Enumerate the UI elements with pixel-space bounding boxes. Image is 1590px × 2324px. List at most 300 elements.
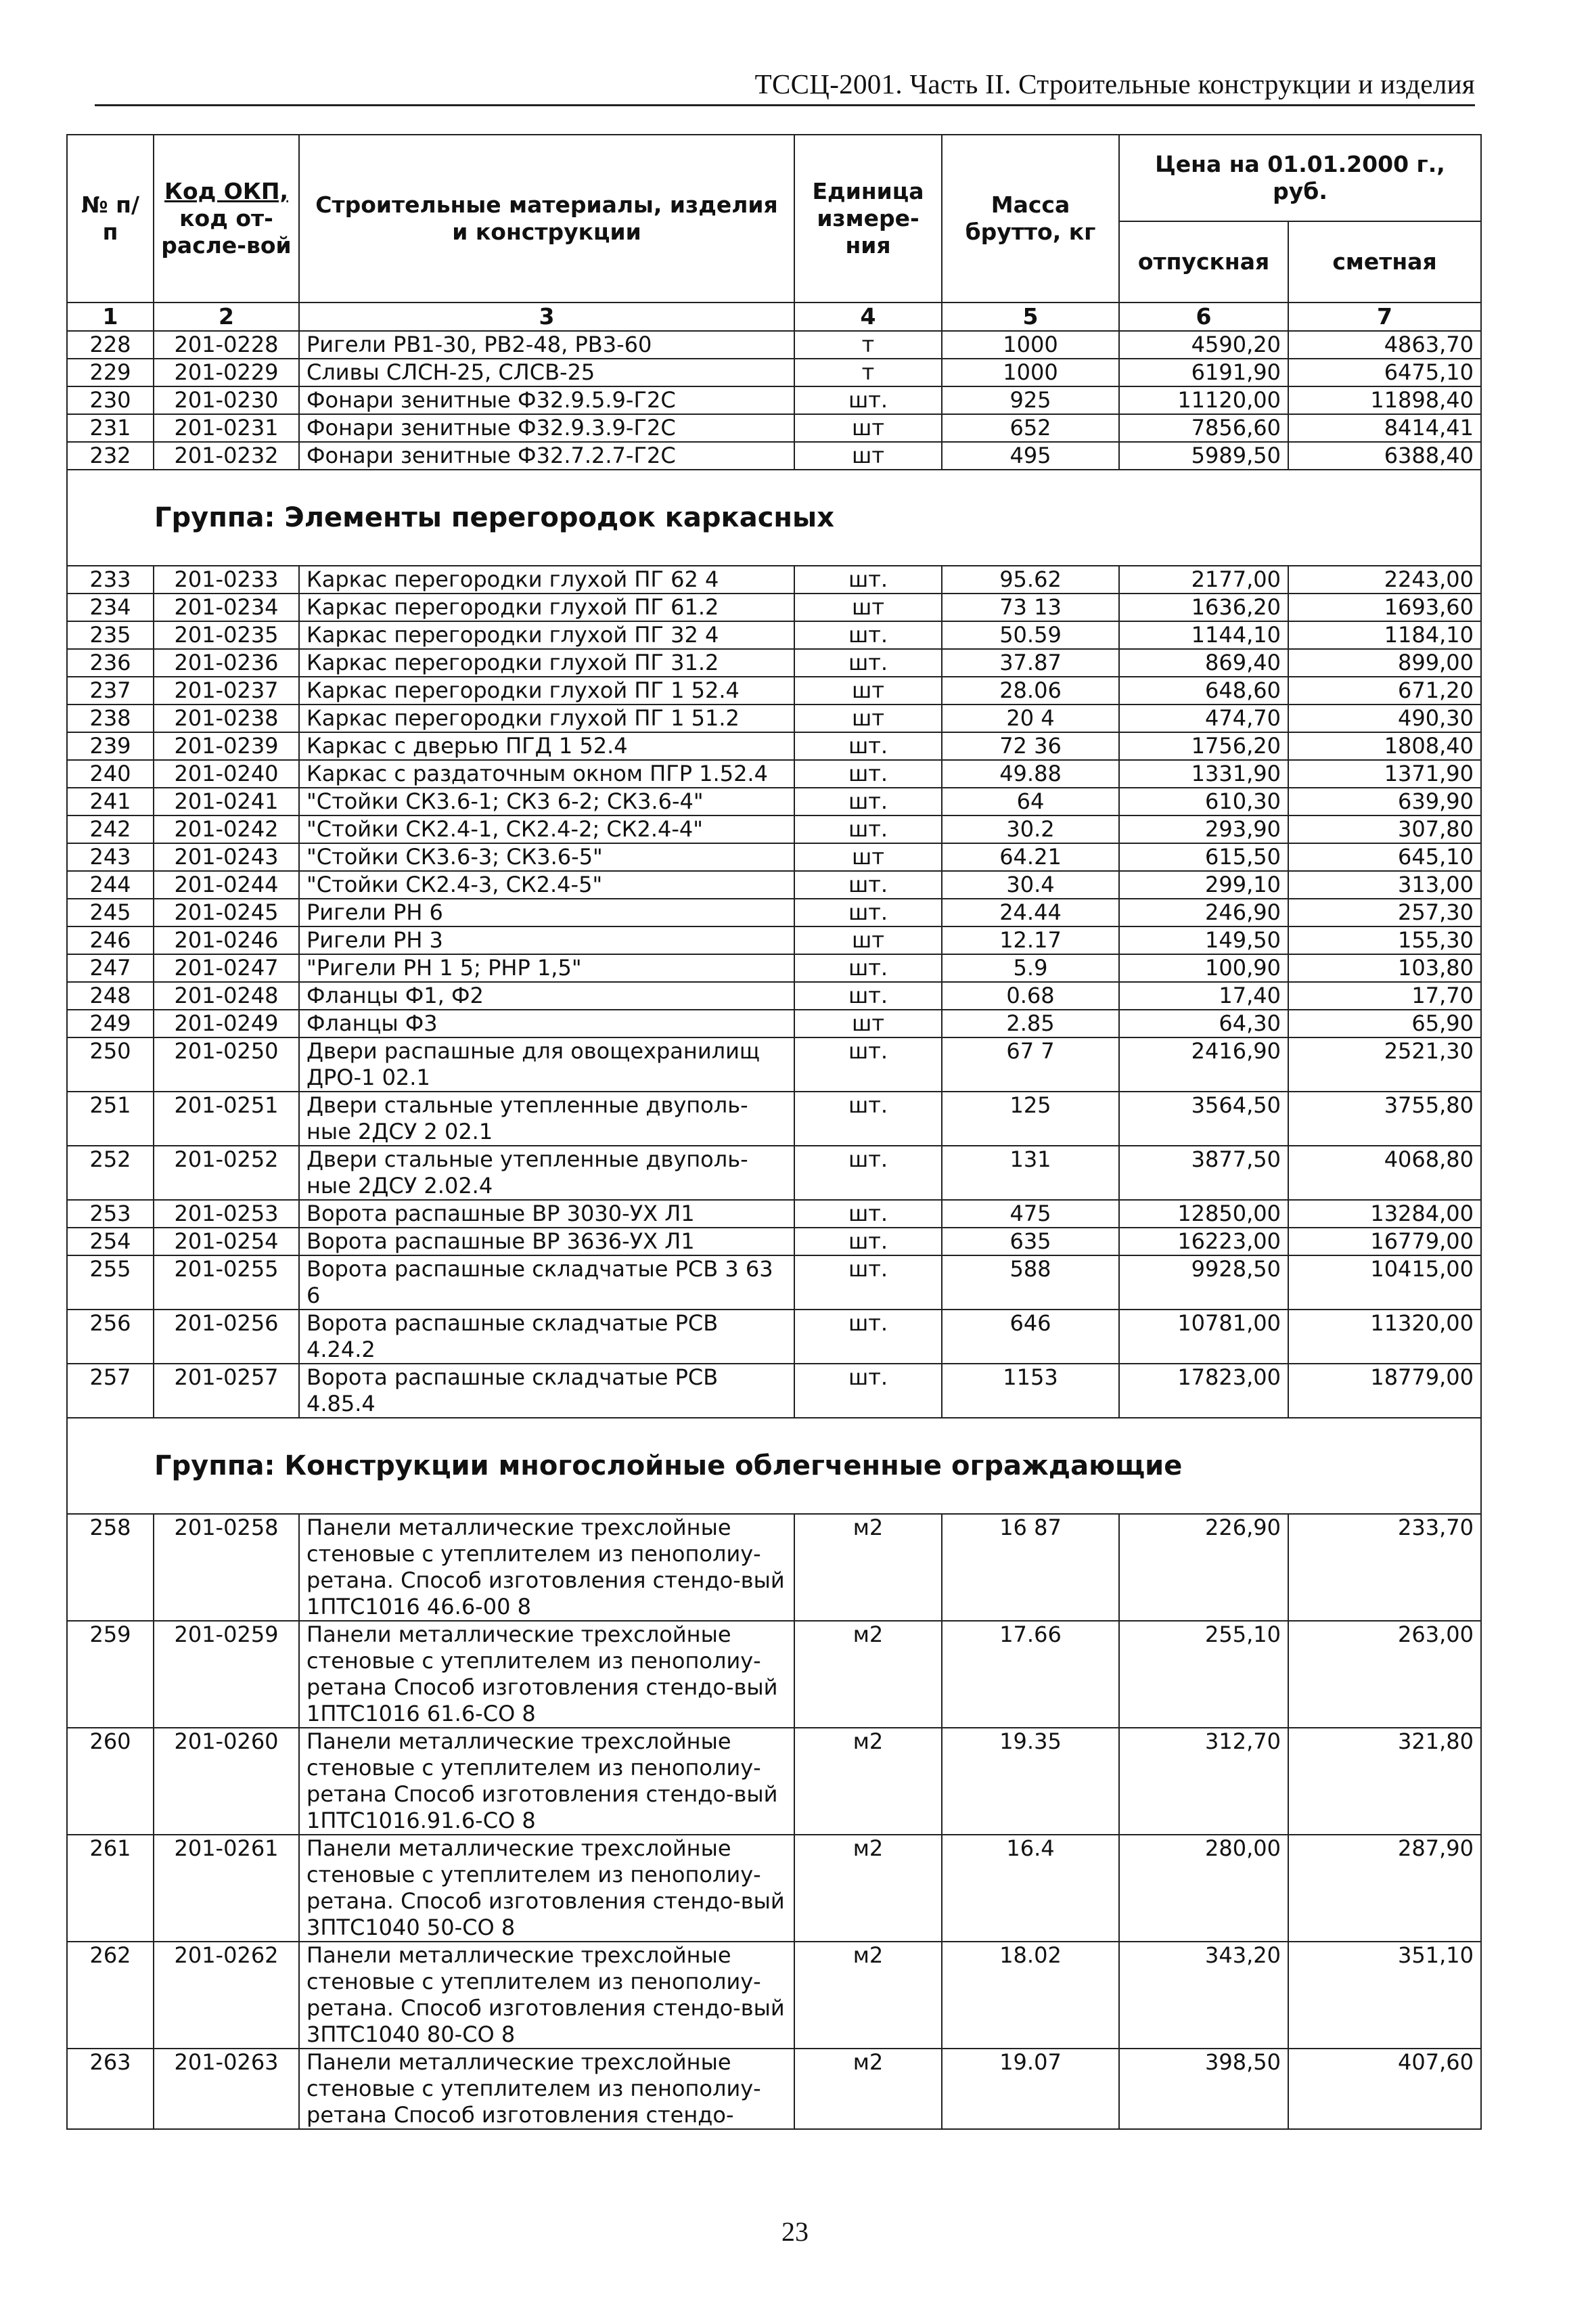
cell-price-release: 226,90 (1119, 1514, 1288, 1621)
cell-name: Панели металлические трехслойные стеновые с утеплителем из пенополиу-ретана Способ изготовления стендо-вый 1ПТС1016 61.6-СО 8 (299, 1621, 794, 1728)
table-row (67, 2049, 1481, 2129)
cell-unit: шт. (794, 621, 942, 649)
cell-mass: 30.2 (942, 815, 1119, 843)
cell-name: Фонари зенитные Ф32.9.3.9-Г2С (299, 414, 794, 442)
cell-price-estimate: 17,70 (1288, 982, 1481, 1010)
cell-price-release: 255,10 (1119, 1621, 1288, 1728)
cell-name: Ригели РН 6 (299, 899, 794, 926)
cell-no: 251 (67, 1092, 154, 1146)
cell-no: 247 (67, 954, 154, 982)
cell-price-release: 1756,20 (1119, 732, 1288, 760)
cell-name: Каркас перегородки глухой ПГ 31.2 (299, 649, 794, 677)
cell-price-estimate: 321,80 (1288, 1728, 1481, 1835)
cell-unit: м2 (794, 1942, 942, 2049)
cell-mass: 17.66 (942, 1621, 1119, 1728)
cell-price-estimate: 899,00 (1288, 649, 1481, 677)
cell-name: Каркас перегородки глухой ПГ 32 4 (299, 621, 794, 649)
cell-code: 201-0250 (154, 1037, 299, 1092)
cell-code: 201-0259 (154, 1621, 299, 1728)
cell-no: 235 (67, 621, 154, 649)
cell-mass: 16 87 (942, 1514, 1119, 1621)
page-number: 23 (781, 2216, 809, 2247)
cell-price-estimate: 287,90 (1288, 1835, 1481, 1942)
cell-no: 242 (67, 815, 154, 843)
table-row (67, 705, 1481, 732)
cell-name: Двери стальные утепленные двуполь-ные 2ДСУ 2.02.4 (299, 1146, 794, 1200)
cell-code: 201-0237 (154, 677, 299, 705)
cell-price-release: 869,40 (1119, 649, 1288, 677)
cell-name: Фланцы Ф3 (299, 1010, 794, 1037)
cell-price-estimate: 4863,70 (1288, 331, 1481, 359)
table-row (67, 1728, 1481, 1835)
cell-no: 230 (67, 386, 154, 414)
cell-code: 201-0249 (154, 1010, 299, 1037)
cell-unit: шт. (794, 1255, 942, 1310)
cell-unit: шт. (794, 760, 942, 788)
cell-unit: т (794, 359, 942, 386)
table-row (67, 566, 1481, 594)
cell-name: "Стойки СК3.6-1; СК3 6-2; СК3.6-4" (299, 788, 794, 815)
cell-name: Ригели РН 3 (299, 926, 794, 954)
header-no: № п/п (67, 135, 154, 303)
cell-code: 201-0244 (154, 871, 299, 899)
cell-price-release: 610,30 (1119, 788, 1288, 815)
cell-unit: шт (794, 414, 942, 442)
cell-mass: 646 (942, 1310, 1119, 1364)
cell-code: 201-0238 (154, 705, 299, 732)
cell-price-estimate: 1184,10 (1288, 621, 1481, 649)
cell-price-release: 2177,00 (1119, 566, 1288, 594)
cell-mass: 67 7 (942, 1037, 1119, 1092)
cell-price-estimate: 639,90 (1288, 788, 1481, 815)
column-number: 1 (67, 303, 154, 331)
table-row (67, 788, 1481, 815)
table-row (67, 442, 1481, 470)
cell-mass: 19.35 (942, 1728, 1119, 1835)
cell-name: Ворота распашные складчатые РСВ 4.85.4 (299, 1364, 794, 1418)
header-code (154, 135, 299, 303)
cell-code: 201-0231 (154, 414, 299, 442)
cell-price-release: 7856,60 (1119, 414, 1288, 442)
table-row (67, 594, 1481, 621)
cell-name: Фланцы Ф1, Ф2 (299, 982, 794, 1010)
cell-no: 238 (67, 705, 154, 732)
table-row (67, 677, 1481, 705)
cell-name: Двери стальные утепленные двуполь-ные 2ДСУ 2 02.1 (299, 1092, 794, 1146)
cell-no: 260 (67, 1728, 154, 1835)
cell-unit: м2 (794, 2049, 942, 2129)
cell-unit: шт (794, 926, 942, 954)
cell-code: 201-0234 (154, 594, 299, 621)
cell-code: 201-0253 (154, 1200, 299, 1228)
cell-price-release: 1636,20 (1119, 594, 1288, 621)
cell-name: Ригели РВ1-30, РВ2-48, РВ3-60 (299, 331, 794, 359)
cell-price-estimate: 3755,80 (1288, 1092, 1481, 1146)
cell-code: 201-0233 (154, 566, 299, 594)
cell-price-estimate: 11898,40 (1288, 386, 1481, 414)
cell-no: 259 (67, 1621, 154, 1728)
cell-mass: 37.87 (942, 649, 1119, 677)
cell-price-estimate: 257,30 (1288, 899, 1481, 926)
cell-unit: м2 (794, 1728, 942, 1835)
cell-unit: шт. (794, 732, 942, 760)
cell-price-estimate: 307,80 (1288, 815, 1481, 843)
cell-unit: шт (794, 594, 942, 621)
table-row (67, 649, 1481, 677)
cell-code: 201-0230 (154, 386, 299, 414)
cell-price-release: 16223,00 (1119, 1228, 1288, 1255)
cell-unit: шт. (794, 566, 942, 594)
table-row (67, 1228, 1481, 1255)
cell-name: Фонари зенитные Ф32.9.5.9-Г2С (299, 386, 794, 414)
cell-price-estimate: 645,10 (1288, 843, 1481, 871)
cell-price-release: 4590,20 (1119, 331, 1288, 359)
cell-no: 243 (67, 843, 154, 871)
cell-price-estimate: 2521,30 (1288, 1037, 1481, 1092)
cell-name: Каркас перегородки глухой ПГ 61.2 (299, 594, 794, 621)
cell-mass: 24.44 (942, 899, 1119, 926)
header-mass: Масса брутто, кг (942, 135, 1119, 303)
cell-mass: 652 (942, 414, 1119, 442)
header-price-estimate: сметная (1288, 221, 1481, 303)
table-row (67, 1835, 1481, 1942)
table-row (67, 1255, 1481, 1310)
cell-price-release: 246,90 (1119, 899, 1288, 926)
cell-name: "Стойки СК2.4-3, СК2.4-5" (299, 871, 794, 899)
cell-name: Ворота распашные складчатые РСВ 3 63 6 (299, 1255, 794, 1310)
price-table (66, 134, 1482, 2130)
cell-unit: шт (794, 1010, 942, 1037)
cell-price-estimate: 6388,40 (1288, 442, 1481, 470)
cell-no: 258 (67, 1514, 154, 1621)
cell-code: 201-0260 (154, 1728, 299, 1835)
cell-name: Каркас перегородки глухой ПГ 1 51.2 (299, 705, 794, 732)
cell-mass: 20 4 (942, 705, 1119, 732)
cell-unit: шт. (794, 1146, 942, 1200)
header-code-branch: код от-расле-вой (161, 205, 292, 259)
cell-no: 228 (67, 331, 154, 359)
cell-no: 229 (67, 359, 154, 386)
cell-name: Каркас с раздаточным окном ПГР 1.52.4 (299, 760, 794, 788)
cell-code: 201-0262 (154, 1942, 299, 2049)
cell-code: 201-0243 (154, 843, 299, 871)
cell-code: 201-0229 (154, 359, 299, 386)
cell-mass: 5.9 (942, 954, 1119, 982)
cell-no: 233 (67, 566, 154, 594)
cell-mass: 495 (942, 442, 1119, 470)
cell-mass: 72 36 (942, 732, 1119, 760)
cell-unit: м2 (794, 1514, 942, 1621)
cell-name: Сливы СЛСН-25, СЛСВ-25 (299, 359, 794, 386)
cell-price-release: 280,00 (1119, 1835, 1288, 1942)
cell-unit: шт. (794, 1200, 942, 1228)
cell-price-estimate: 2243,00 (1288, 566, 1481, 594)
column-number: 5 (942, 303, 1119, 331)
column-number: 7 (1288, 303, 1481, 331)
cell-price-release: 100,90 (1119, 954, 1288, 982)
cell-no: 263 (67, 2049, 154, 2129)
cell-name: Ворота распашные ВР 3636-УХ Л1 (299, 1228, 794, 1255)
cell-name: Фонари зенитные Ф32.7.2.7-Г2С (299, 442, 794, 470)
cell-unit: шт. (794, 815, 942, 843)
cell-no: 246 (67, 926, 154, 954)
cell-mass: 12.17 (942, 926, 1119, 954)
cell-no: 250 (67, 1037, 154, 1092)
cell-price-estimate: 313,00 (1288, 871, 1481, 899)
cell-mass: 73 13 (942, 594, 1119, 621)
table-row (67, 414, 1481, 442)
cell-code: 201-0248 (154, 982, 299, 1010)
header-price-release: отпускная (1119, 221, 1288, 303)
cell-unit: шт (794, 677, 942, 705)
cell-no: 232 (67, 442, 154, 470)
cell-mass: 1000 (942, 331, 1119, 359)
cell-price-estimate: 351,10 (1288, 1942, 1481, 2049)
cell-price-release: 1331,90 (1119, 760, 1288, 788)
cell-name: Панели металлические трехслойные стеновые с утеплителем из пенополиу-ретана. Способ изготовления стендо-вый 3ПТС1040 80-СО 8 (299, 1942, 794, 2049)
cell-no: 237 (67, 677, 154, 705)
cell-name: Двери распашные для овощехранилищ ДРО-1 02.1 (299, 1037, 794, 1092)
cell-no: 244 (67, 871, 154, 899)
table-row (67, 1514, 1481, 1621)
cell-no: 245 (67, 899, 154, 926)
cell-unit: шт. (794, 1092, 942, 1146)
cell-mass: 16.4 (942, 1835, 1119, 1942)
cell-no: 262 (67, 1942, 154, 2049)
cell-no: 249 (67, 1010, 154, 1037)
cell-unit: шт. (794, 1037, 942, 1092)
cell-price-estimate: 4068,80 (1288, 1146, 1481, 1200)
cell-mass: 1153 (942, 1364, 1119, 1418)
cell-code: 201-0254 (154, 1228, 299, 1255)
cell-price-estimate: 8414,41 (1288, 414, 1481, 442)
group-heading: Группа: Элементы перегородок каркасных (67, 470, 1481, 566)
cell-price-estimate: 10415,00 (1288, 1255, 1481, 1310)
table-row (67, 815, 1481, 843)
cell-price-estimate: 671,20 (1288, 677, 1481, 705)
cell-unit: шт. (794, 954, 942, 982)
cell-mass: 18.02 (942, 1942, 1119, 2049)
column-number: 4 (794, 303, 942, 331)
cell-code: 201-0261 (154, 1835, 299, 1942)
table-row (67, 1010, 1481, 1037)
cell-no: 255 (67, 1255, 154, 1310)
cell-mass: 588 (942, 1255, 1119, 1310)
cell-mass: 0.68 (942, 982, 1119, 1010)
cell-mass: 475 (942, 1200, 1119, 1228)
cell-unit: шт (794, 843, 942, 871)
cell-no: 248 (67, 982, 154, 1010)
cell-code: 201-0246 (154, 926, 299, 954)
cell-code: 201-0235 (154, 621, 299, 649)
cell-name: Панели металлические трехслойные стеновые с утеплителем из пенополиу-ретана Способ изготовления стендо- (299, 2049, 794, 2129)
cell-code: 201-0239 (154, 732, 299, 760)
cell-price-estimate: 407,60 (1288, 2049, 1481, 2129)
table-row (67, 954, 1481, 982)
cell-code: 201-0256 (154, 1310, 299, 1364)
table-row (67, 331, 1481, 359)
table-row (67, 760, 1481, 788)
rows-block-a (67, 331, 1481, 470)
table-row (67, 1364, 1481, 1418)
cell-name: Ворота распашные складчатые РСВ 4.24.2 (299, 1310, 794, 1364)
cell-price-release: 12850,00 (1119, 1200, 1288, 1228)
cell-name: Панели металлические трехслойные стеновые с утеплителем из пенополиу-ретана. Способ изготовления стендо-вый 1ПТС1016 46.6-00 8 (299, 1514, 794, 1621)
cell-code: 201-0236 (154, 649, 299, 677)
cell-mass: 925 (942, 386, 1119, 414)
group-block-2 (67, 1418, 1481, 1514)
cell-code: 201-0258 (154, 1514, 299, 1621)
table-row (67, 386, 1481, 414)
cell-mass: 131 (942, 1146, 1119, 1200)
cell-price-estimate: 65,90 (1288, 1010, 1481, 1037)
table-row (67, 1621, 1481, 1728)
cell-no: 254 (67, 1228, 154, 1255)
cell-no: 231 (67, 414, 154, 442)
cell-no: 261 (67, 1835, 154, 1942)
cell-name: Каркас с дверью ПГД 1 52.4 (299, 732, 794, 760)
table-row (67, 982, 1481, 1010)
running-head: ТССЦ-2001. Часть II. Строительные конструкции и изделия (754, 68, 1475, 99)
table-row (67, 1200, 1481, 1228)
table-row (67, 1092, 1481, 1146)
cell-mass: 64.21 (942, 843, 1119, 871)
cell-name: Каркас перегородки глухой ПГ 62 4 (299, 566, 794, 594)
cell-code: 201-0252 (154, 1146, 299, 1200)
cell-no: 256 (67, 1310, 154, 1364)
cell-code: 201-0241 (154, 788, 299, 815)
cell-no: 236 (67, 649, 154, 677)
cell-name: "Ригели РН 1 5; РНР 1,5" (299, 954, 794, 982)
cell-price-release: 615,50 (1119, 843, 1288, 871)
cell-mass: 49.88 (942, 760, 1119, 788)
cell-mass: 95.62 (942, 566, 1119, 594)
cell-unit: м2 (794, 1621, 942, 1728)
cell-price-release: 17823,00 (1119, 1364, 1288, 1418)
cell-price-release: 343,20 (1119, 1942, 1288, 2049)
cell-code: 201-0245 (154, 899, 299, 926)
table-row (67, 621, 1481, 649)
header-price: Цена на 01.01.2000 г., руб. (1119, 135, 1481, 221)
cell-price-estimate: 1371,90 (1288, 760, 1481, 788)
cell-price-estimate: 1693,60 (1288, 594, 1481, 621)
cell-unit: шт. (794, 788, 942, 815)
cell-name: Ворота распашные ВР 3030-УХ Л1 (299, 1200, 794, 1228)
cell-code: 201-0255 (154, 1255, 299, 1310)
cell-unit: шт. (794, 1310, 942, 1364)
table-row (67, 926, 1481, 954)
rows-block-b (67, 566, 1481, 1418)
cell-price-release: 6191,90 (1119, 359, 1288, 386)
cell-mass: 28.06 (942, 677, 1119, 705)
cell-price-release: 149,50 (1119, 926, 1288, 954)
cell-mass: 64 (942, 788, 1119, 815)
cell-price-release: 17,40 (1119, 982, 1288, 1010)
column-number: 6 (1119, 303, 1288, 331)
cell-price-estimate: 16779,00 (1288, 1228, 1481, 1255)
cell-unit: т (794, 331, 942, 359)
cell-code: 201-0257 (154, 1364, 299, 1418)
cell-code: 201-0242 (154, 815, 299, 843)
cell-price-release: 474,70 (1119, 705, 1288, 732)
cell-name: Панели металлические трехслойные стеновые с утеплителем из пенополиу-ретана Способ изготовления стендо-вый 1ПТС1016.91.6-СО 8 (299, 1728, 794, 1835)
cell-unit: шт. (794, 1228, 942, 1255)
cell-price-estimate: 11320,00 (1288, 1310, 1481, 1364)
cell-price-estimate: 155,30 (1288, 926, 1481, 954)
table-row (67, 1942, 1481, 2049)
table-row (67, 1037, 1481, 1092)
table-row (67, 843, 1481, 871)
cell-name: "Стойки СК2.4-1, СК2.4-2; СК2.4-4" (299, 815, 794, 843)
cell-price-estimate: 490,30 (1288, 705, 1481, 732)
cell-unit: шт. (794, 386, 942, 414)
cell-price-release: 3564,50 (1119, 1092, 1288, 1146)
cell-code: 201-0251 (154, 1092, 299, 1146)
table-row (67, 871, 1481, 899)
cell-price-estimate: 18779,00 (1288, 1364, 1481, 1418)
cell-unit: шт. (794, 982, 942, 1010)
column-number-row (67, 303, 1481, 331)
cell-price-release: 10781,00 (1119, 1310, 1288, 1364)
cell-mass: 2.85 (942, 1010, 1119, 1037)
cell-unit: шт. (794, 899, 942, 926)
cell-price-release: 648,60 (1119, 677, 1288, 705)
header-name: Строительные материалы, изделия и конструкции (299, 135, 794, 303)
column-number: 3 (299, 303, 794, 331)
group-heading: Группа: Конструкции многослойные облегченные ограждающие (67, 1418, 1481, 1514)
column-number: 2 (154, 303, 299, 331)
cell-price-release: 64,30 (1119, 1010, 1288, 1037)
cell-price-release: 299,10 (1119, 871, 1288, 899)
cell-unit: м2 (794, 1835, 942, 1942)
cell-name: Каркас перегородки глухой ПГ 1 52.4 (299, 677, 794, 705)
cell-code: 201-0240 (154, 760, 299, 788)
cell-mass: 50.59 (942, 621, 1119, 649)
table-row (67, 899, 1481, 926)
cell-mass: 1000 (942, 359, 1119, 386)
table-row (67, 1146, 1481, 1200)
rows-block-c (67, 1514, 1481, 2129)
cell-mass: 635 (942, 1228, 1119, 1255)
cell-code: 201-0247 (154, 954, 299, 982)
cell-no: 253 (67, 1200, 154, 1228)
cell-price-estimate: 6475,10 (1288, 359, 1481, 386)
cell-code: 201-0232 (154, 442, 299, 470)
cell-mass: 30.4 (942, 871, 1119, 899)
group-block-1 (67, 470, 1481, 566)
cell-price-release: 9928,50 (1119, 1255, 1288, 1310)
cell-no: 240 (67, 760, 154, 788)
cell-mass: 125 (942, 1092, 1119, 1146)
cell-unit: шт. (794, 871, 942, 899)
cell-name: Панели металлические трехслойные стеновые с утеплителем из пенополиу-ретана. Способ изготовления стендо-вый 3ПТС1040 50-СО 8 (299, 1835, 794, 1942)
cell-unit: шт (794, 442, 942, 470)
header-code-okp: Код ОКП, (164, 178, 288, 204)
cell-price-release: 11120,00 (1119, 386, 1288, 414)
table-header (67, 135, 1481, 331)
cell-price-release: 1144,10 (1119, 621, 1288, 649)
cell-unit: шт (794, 705, 942, 732)
cell-no: 257 (67, 1364, 154, 1418)
cell-no: 241 (67, 788, 154, 815)
cell-price-release: 3877,50 (1119, 1146, 1288, 1200)
cell-price-estimate: 103,80 (1288, 954, 1481, 982)
table-row (67, 1310, 1481, 1364)
cell-price-release: 312,70 (1119, 1728, 1288, 1835)
cell-name: "Стойки СК3.6-3; СК3.6-5" (299, 843, 794, 871)
cell-no: 252 (67, 1146, 154, 1200)
cell-price-release: 293,90 (1119, 815, 1288, 843)
